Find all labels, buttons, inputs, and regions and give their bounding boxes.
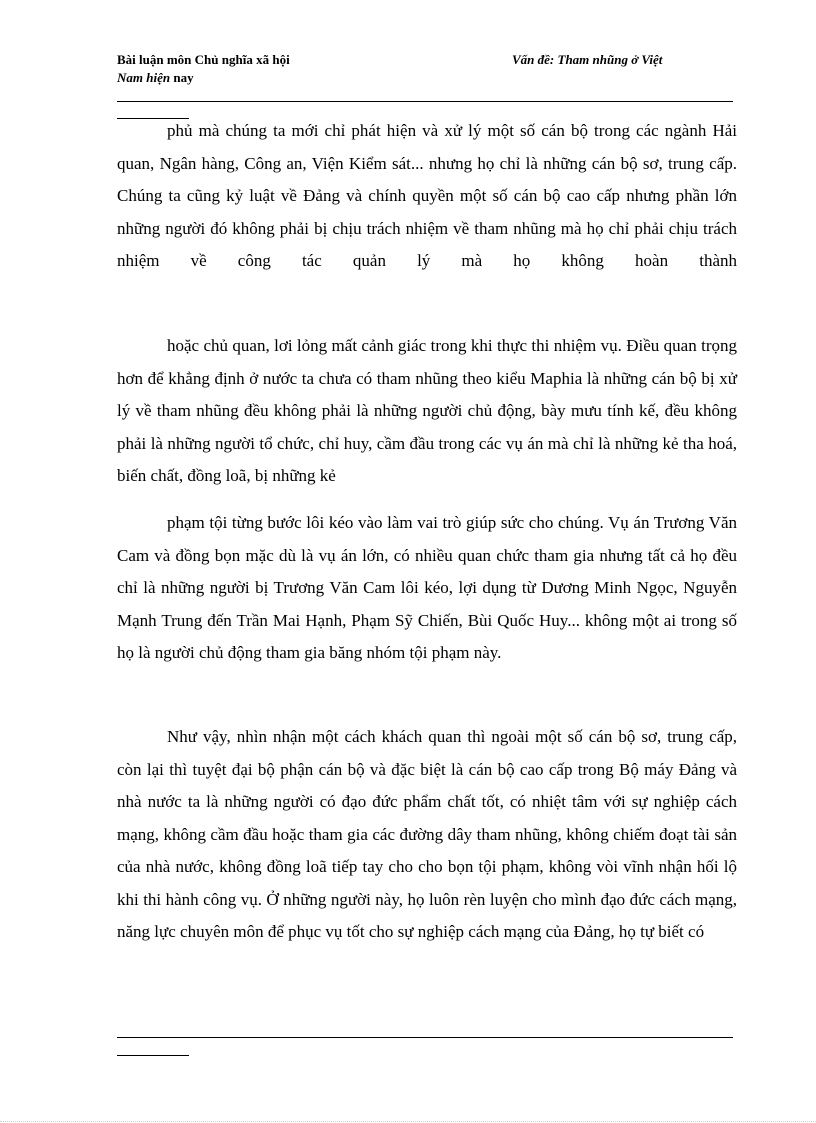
- header-subtitle-italic: Nam hiện: [117, 70, 171, 85]
- page-boundary: [0, 1121, 816, 1122]
- body-block-1: [117, 115, 737, 278]
- header-left: [117, 51, 290, 87]
- paragraph-4: Như vậy, nhìn nhận một cách khách quan thì ngoài một số cán bộ sơ, trung cấp, còn lại thì tuyệt đại bộ phận cán bộ và đặc biệt là cán bộ cao cấp trong Bộ máy Đảng và nhà nước ta là những người có đạo đức phẩm chất tốt, có nhiệt tâm với sự nghiệp cách mạng, không cầm đầu hoặc tham gia các đường dây tham nhũng, không chiếm đoạt tài sản của nhà nước, không đồng loã tiếp tay cho cho bọn tội phạm, không vòi vĩnh nhận hối lộ khi thi hành công vụ. Ở những người này, họ luôn rèn luyện cho mình đạo đức cách mạng, năng lực chuyên môn để phục vụ tốt cho sự nghiệp cách mạng của Đảng, họ tự biết có: [117, 727, 737, 941]
- header-course-subtitle: [117, 69, 290, 87]
- footer-rule-long: [117, 1037, 733, 1038]
- paragraph-3: phạm tội từng bước lôi kéo vào làm vai trò giúp sức cho chúng. Vụ án Trương Văn Cam và đồng bọn mặc dù là vụ án lớn, có nhiều quan chức tham gia nhưng tất cả họ đều chỉ là những người bị Trương Văn Cam lôi kéo, lợi dụng từ Dương Minh Ngọc, Nguyễn Mạnh Trung đến Trần Mai Hạnh, Phạm Sỹ Chiến, Bùi Quốc Huy... không một ai trong số họ là người chủ động tham gia băng nhóm tội phạm này.: [117, 513, 737, 662]
- header-course-title: Bài luận môn Chủ nghĩa xã hội: [117, 52, 290, 67]
- header-rule-long: [117, 101, 733, 102]
- body-block-4: [117, 721, 737, 949]
- header-subtitle-rest: nay: [170, 70, 194, 85]
- footer-rule-short: [117, 1055, 189, 1056]
- body-block-2: [117, 330, 737, 493]
- body-block-3: [117, 507, 737, 670]
- paragraph-2: hoặc chủ quan, lơi lỏng mất cảnh giác trong khi thực thi nhiệm vụ. Điều quan trọng hơn để khẳng định ở nước ta chưa có tham nhũng theo kiểu Maphia là những cán bộ bị xử lý về tham nhũng đều không phải là những người chủ động, bày mưu tính kế, đều không phải là những người tổ chức, chỉ huy, cầm đầu trong các vụ án mà chỉ là những kẻ tha hoá, biến chất, đồng loã, bị những kẻ: [117, 336, 737, 485]
- paragraph-1: phủ mà chúng ta mới chỉ phát hiện và xử lý một số cán bộ trong các ngành Hải quan, Ngân hàng, Công an, Viện Kiểm sát... nhưng họ chỉ là những cán bộ sơ, trung cấp. Chúng ta cũng kỷ luật về Đảng và chính quyền một số cán bộ cao cấp nhưng phần lớn những người đó không phải bị chịu trách nhiệm về tham nhũng mà họ chỉ phải chịu trách nhiệm về công tác quản lý mà họ không hoàn thành: [117, 121, 737, 270]
- header-topic: Vấn đề: Tham nhũng ở Việt: [512, 52, 663, 67]
